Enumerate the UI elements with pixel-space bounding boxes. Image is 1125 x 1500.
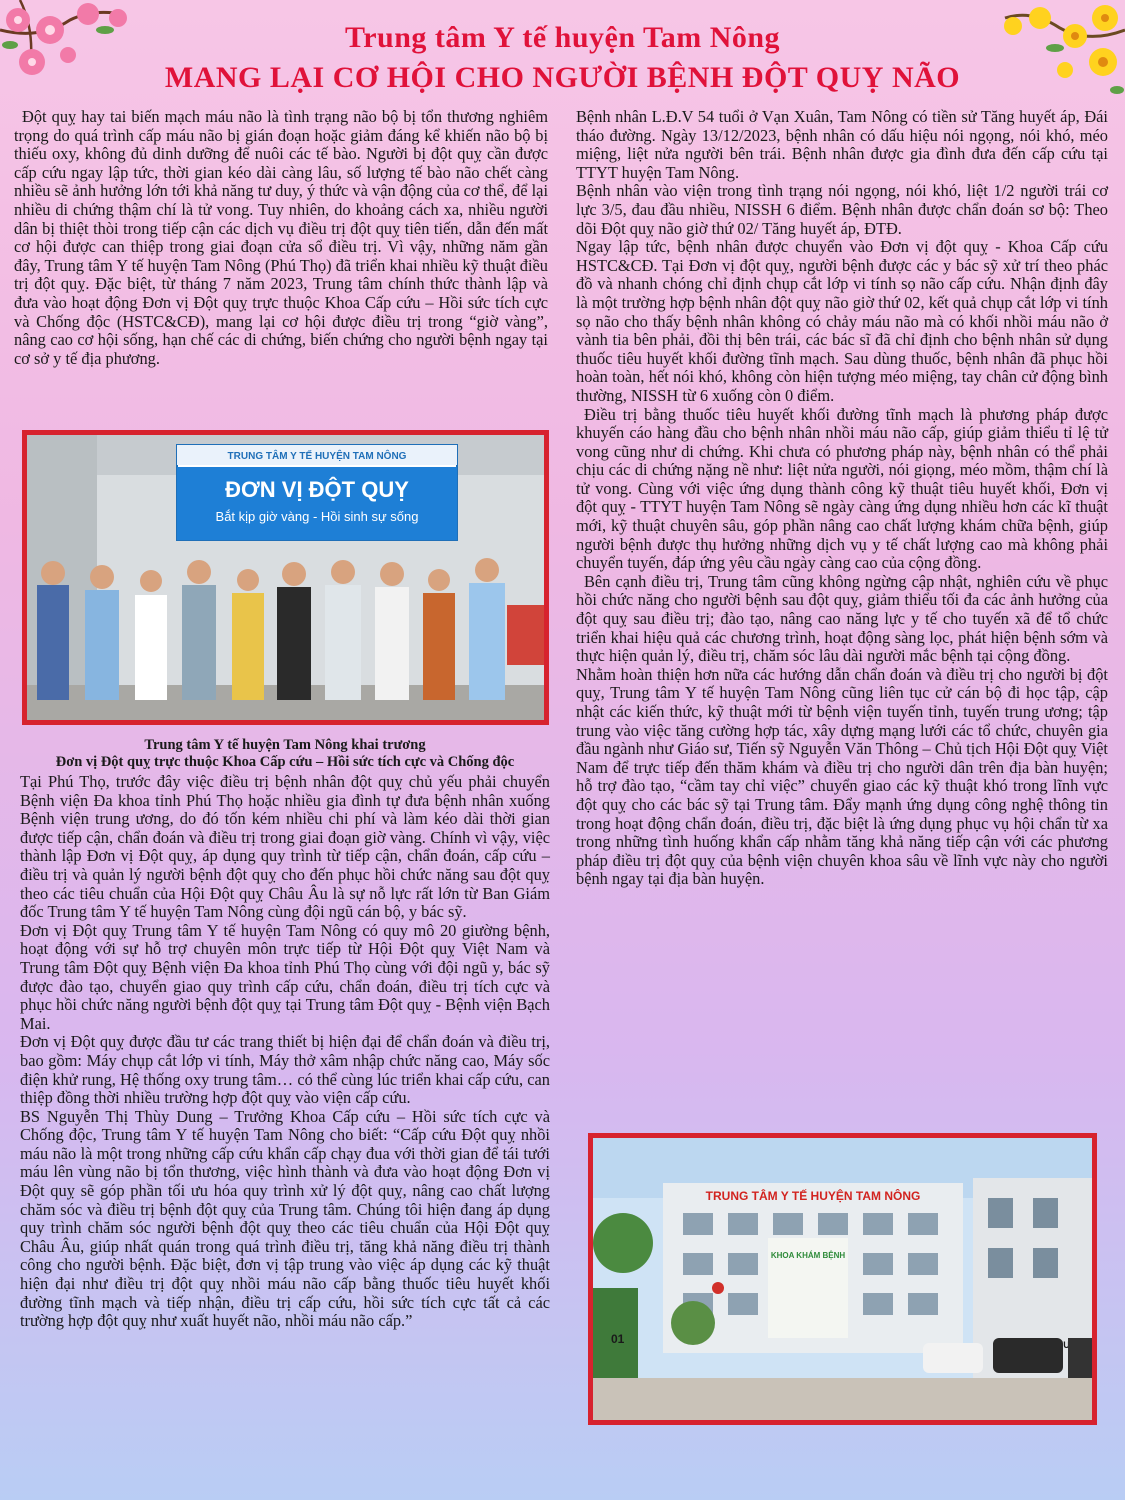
caption-line-1: Trung tâm Y tế huyện Tam Nông khai trương	[144, 737, 426, 753]
paragraph: Bệnh nhân L.Đ.V 54 tuổi ở Vạn Xuân, Tam Nông có tiền sử Tăng huyết áp, Đái tháo đường. Ngày 13/12/2023, bệnh nhân có dấu hiệu nói ngọng, nói khó, méo miệng, liệt nửa người bên trái. Bệnh nhân được gia đình đưa đến cấp cứu tại TTYT huyện Tam Nông.	[576, 107, 1108, 182]
khoa-sign-text: KHOA KHÁM BỆNH	[770, 1251, 846, 1260]
left-column-body	[20, 773, 550, 1331]
title-line-2: MANG LẠI CƠ HỘI CHO NGƯỜI BỆNH ĐỘT QUỴ NÃO	[164, 61, 961, 94]
sign-slogan-text: Bắt kịp giờ vàng - Hồi sinh sự sống	[215, 509, 419, 524]
paragraph: Bên cạnh điều trị, Trung tâm cũng không ngừng cập nhật, nghiên cứu về phục hồi chức năng cho người bệnh sau đột quỵ, giảm thiểu tối đa các ảnh hưởng của đột quỵ sau điều trị; đào tạo, nâng cao năng lực y tế cho tuyến xã để tổ chức triển khai hiệu quả các chương trình, hoạt động sàng lọc, phát hiện bệnh sớm và thực hiện quản lý, điều trị, chăm sóc lâu dài người mắc bệnh tại cộng đồng.	[576, 571, 1108, 666]
paragraph: Đơn vị Đột quỵ được đầu tư các trang thiết bị hiện đại để chẩn đoán và điều trị, bao gồm: Máy chụp cắt lớp vi tính, Máy thở xâm nhập chức năng cao, Máy sốc điện khử rung, Hệ thống oxy trung tâm… có thể cùng lúc triển khai cấp cứu, can thiệp đồng thời nhiều trường hợp đột quỵ vào viện cấp cứu.	[20, 1032, 550, 1108]
peach-blossom-decoration	[0, 0, 140, 110]
paragraph: Bệnh nhân vào viện trong tình trạng nói ngọng, nói khó, liệt 1/2 người trái cơ lực 3/5, đau đầu nhiều, NISSH 6 điểm. Bệnh nhân được chẩn đoán sơ bộ: Theo dõi Đột quỵ não giờ thứ 02/ Tăng huyết áp, ĐTĐ.	[576, 181, 1108, 238]
photo-hospital-building	[588, 1133, 1097, 1425]
paragraph: Đột quỵ hay tai biến mạch máu não là tình trạng não bộ bị tổn thương nghiêm trọng do quá trình cấp máu não bị gián đoạn hoặc giảm đáng kể khiến não bộ bị thiếu oxy, không đủ dinh dưỡng để nuôi các tế bào. Người bị đột quỵ cần được cấp cứu ngay lập tức, thời gian kéo dài càng lâu, số lượng tế bào não chết càng nhiều sẽ ảnh hưởng lớn tới khả năng tư duy, ý thức và vận động của cơ thể, để lại nhiều di chứng thậm chí là tử vong. Tuy nhiên, do khoảng cách xa, nhiều người dân bị thiệt thòi trong tiếp cận các dịch vụ điều trị đột quỵ tiên tiến, dẫn đến mất cơ hội được can thiệp trong giai đoạn cửa sổ điều trị. Vì vậy, những năm gần đây, Trung tâm Y tế huyện Tam Nông (Phú Thọ) đã triển khai nhiều kỹ thuật điều trị đột quỵ. Đặc biệt, từ tháng 7 năm 2023, Trung tâm chính thức thành lập và đưa vào hoạt động Đơn vị Đột quỵ trực thuộc Khoa Cấp cứu – Hồi sức tích cực và Chống độc (HSTC&CĐ), mang lại cơ hội được điều trị trong “giờ vàng”, nâng cao cơ hội sống, hạn chế các di chứng, biến chứng cho người bệnh ngay tại cơ sở y tế địa phương.	[14, 107, 548, 368]
photo-opening-ceremony	[22, 430, 549, 725]
building-sign-text: TRUNG TÂM Y TẾ HUYỆN TAM NÔNG	[705, 1189, 921, 1203]
title-line-1: Trung tâm Y tế huyện Tam Nông	[344, 21, 781, 54]
building-number-text: 01	[611, 1332, 625, 1346]
caption-line-2: Đơn vị Đột quỵ trực thuộc Khoa Cấp cứu – Hồi sức tích cực và Chống độc	[55, 754, 515, 770]
paragraph: BS Nguyễn Thị Thùy Dung – Trưởng Khoa Cấp cứu – Hồi sức tích cực và Chống độc, Trung tâm Y tế huyện Tam Nông cho biết: “Cấp cứu Đột quỵ nhồi máu não là một trong những cấp cứu khẩn cấp chạy đua với thời gian để tái tưới máu lên vùng não bị tổn thương, việc hình thành và đưa vào hoạt động Đơn vị Đột quỵ sẽ góp phần tối ưu hóa quy trình xử lý đột quỵ, nâng cao chất lượng chăm sóc và điều trị bệnh đột quỵ của Trung tâm. Chúng tôi hiện đang áp dụng quy trình chăm sóc người bệnh đột quỵ theo các tiêu chuẩn của Hội Đột quỵ Châu Âu, giúp nhất quán trong quá trình điều trị, tăng khả năng điều trị thành công cho người bệnh. Đặc biệt, đơn vị tập trung vào việc áp dụng các kỹ thuật hiện đại như điều trị đột quỵ nhồi máu não cấp bằng thuốc tiêu huyết khối đường tĩnh mạch và tiếp nhận, điều trị cấp cứu, hồi sức tích cực tất cả các trường hợp đột quỵ như xuất huyết não, nhồi máu não cấp.”	[20, 1106, 550, 1331]
paragraph: Điều trị bằng thuốc tiêu huyết khối đường tĩnh mạch là phương pháp được khuyến cáo hàng đầu cho bệnh nhân nhồi máu não cấp, giúp giảm thiểu tỉ lệ tử vong cũng như di chứng. Khi chưa có phương pháp này, bệnh nhân có thể phải chịu các di chứng nặng nề như: liệt nửa người, nói giọng, méo mồm, thậm chí là tử vong. Cùng với việc ứng dụng thành công kỹ thuật tiêu huyết khối, Đơn vị đột quỵ - TTYT huyện Tam Nông sẽ ngày càng ứng dụng nhiều hơn các kĩ thuật mới, kỹ thuật chuyên sâu, góp phần nâng cao chất lượng khám chữa bệnh, giúp người bệnh được thụ hưởng những dịch vụ y tế chất lượng cao mà không phải chuyển tuyến, đáp ứng yêu cầu ngày càng cao của cộng đồng.	[576, 404, 1108, 573]
paragraph: Tại Phú Thọ, trước đây việc điều trị bệnh nhân đột quỵ chủ yếu phải chuyển Bệnh viện Đa khoa tỉnh Phú Thọ hoặc nhiều gia đình tự đưa bệnh nhân xuống Bệnh viện trung ương, do đó tốn kém nhiều chi phí và làm kéo dài thời gian được tiếp cận, chẩn đoán và điều trị trong giai đoạn giờ vàng. Chính vì vậy, việc thành lập Đơn vị Đột quỵ, áp dụng quy trình từ tiếp cận, chẩn đoán, cấp cứu – điều trị và quản lý người bệnh đột quỵ cho đến phục hồi chức năng sau đột quỵ theo các tiêu chuẩn của Hội Đột quỵ Châu Âu là sự nỗ lực rất lớn từ Ban Giám đốc Trung tâm Y tế huyện Tam Nông cùng đội ngũ cán bộ, y bác sỹ.	[20, 772, 550, 922]
photo-caption	[20, 737, 550, 771]
paragraph: Nhằm hoàn thiện hơn nữa các hướng dẫn chẩn đoán và điều trị cho người bị đột quỵ, Trung tâm Y tế huyện Tam Nông cũng liên tục cử cán bộ đi học tập, cập nhật các kiến thức, kỹ thuật mới từ bệnh viện tuyến tỉnh, tuyến trung ương; tập trung vào việc tăng cường hợp tác, xây dựng mạng lưới các tổ chức, chuyên gia đầu ngành như Giáo sư, Tiến sỹ Nguyễn Văn Thông – Chủ tịch Hội Đột quỵ Việt Nam để trực tiếp đến thăm khám và điều trị cho người dân trên địa bàn huyện; hỗ trợ đào tạo, “cầm tay chỉ việc” chuyển giao các kỹ thuật khó trong lĩnh vực đột quỵ cho các bác sỹ tại Trung tâm. Đẩy mạnh ứng dụng công nghệ thông tin trong hoạt động chẩn đoán, điều trị, đặc biệt là ứng dụng phục vụ hội chẩn từ xa trong những tình huống khẩn cấp nhằm tăng khả năng tiếp cận với các phương pháp điều trị đột quỵ của bệnh viện chuyên khoa sâu về lĩnh vực này cho người bệnh ngay tại địa bàn huyện.	[576, 664, 1108, 889]
apricot-blossom-decoration	[985, 0, 1125, 110]
left-column-intro	[14, 108, 548, 368]
sign-org-text: TRUNG TÂM Y TẾ HUYỆN TAM NÔNG	[227, 451, 407, 462]
sign-title-text: ĐƠN VỊ ĐỘT QUỴ	[225, 477, 409, 502]
page-title	[150, 18, 975, 98]
paragraph: Đơn vị Đột quỵ Trung tâm Y tế huyện Tam Nông có quy mô 20 giường bệnh, hoạt động với sự hỗ trợ chuyên môn trực tiếp từ Hội Đột quỵ Việt Nam và Trung tâm Đột quỵ Bệnh viện Đa khoa tỉnh Phú Thọ cùng với đội ngũ y, bác sỹ được đào tạo, chuyển giao quy trình cấp cứu, chẩn đoán, điều trị tích cực và phục hồi chức năng người bệnh đột quỵ tại Trung tâm Đột quỵ - Bệnh viện Bạch Mai.	[20, 920, 550, 1033]
paragraph: Ngay lập tức, bệnh nhân được chuyển vào Đơn vị đột quỵ - Khoa Cấp cứu HSTC&CĐ. Tại Đơn vị đột quỵ, người bệnh được các y bác sỹ xử trí theo phác đồ và nhanh chóng chỉ định chụp cắt lớp vi tính sọ não cấp cứu. Nhận định đây là một trường hợp bệnh nhân đột quỵ não giờ thứ 02, kết quả chụp cắt lớp vi tính sọ não cho thấy bệnh nhân không có chảy máu não mà có khối nhồi máu não ở vành tia bên phải, đồi thị bên trái, các bác sĩ đã chỉ định cho bệnh nhân sử dụng thuốc tiêu huyết khối đường tĩnh mạch. Sau dùng thuốc, bệnh nhân đã phục hồi hoàn toàn, hết nói khó, không còn hiện tượng méo miệng, tay chân cử động bình thường, NISSH từ 6 xuống còn 0 điểm.	[576, 237, 1108, 405]
right-column-body	[576, 108, 1108, 889]
